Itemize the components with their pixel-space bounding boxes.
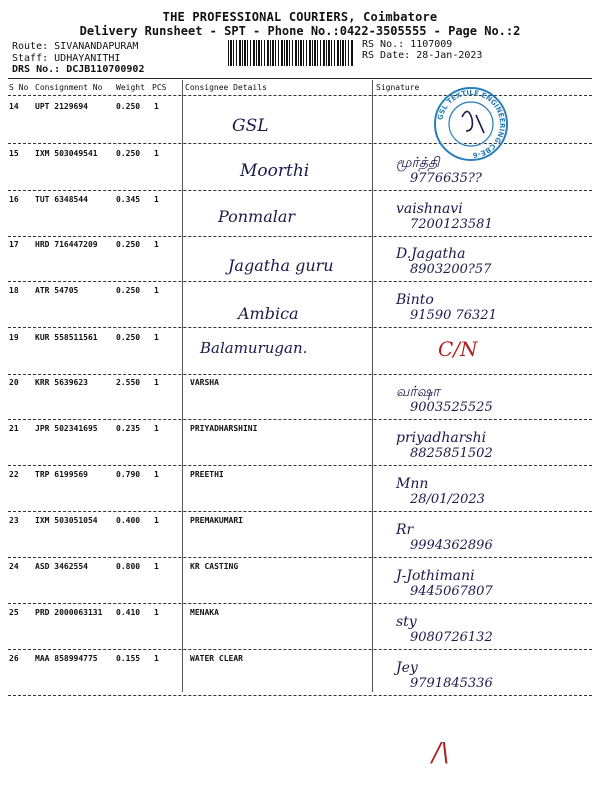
row-weight: 0.250 [116,286,141,295]
row-pcs: 1 [154,470,159,479]
row-signature: C/N [438,337,478,361]
row-signature-phone: 9445067807 [410,584,493,599]
row-signature-phone: 9080726132 [410,630,493,645]
row-consignment: ATR 54705 [35,286,79,295]
row-divider [8,281,592,282]
row-consignment: TUT 6348544 [35,195,88,204]
row-consignment: HRD 716447209 [35,240,98,249]
row-weight: 0.250 [116,333,141,342]
row-consignment: JPR 502341695 [35,424,98,433]
row-pcs: 1 [154,102,159,111]
row-pcs: 1 [154,562,159,571]
row-signature: J-Jothimani [396,568,475,584]
row-sno: 24 [9,562,19,571]
row-consignment: IXM 503051054 [35,516,98,525]
col-consignee: Consignee Details [185,83,267,92]
row-weight: 0.800 [116,562,141,571]
row-sno: 17 [9,240,19,249]
row-sno: 20 [9,378,19,387]
row-pcs: 1 [154,286,159,295]
row-sno: 16 [9,195,19,204]
row-signature-phone: 28/01/2023 [410,492,485,507]
row-consignment: ASD 3462554 [35,562,88,571]
row-handwritten-consignee: Balamurugan. [200,339,308,357]
row-signature: D.Jagatha [396,246,466,262]
row-signature-phone: 8825851502 [410,446,493,461]
rs-no-line [362,39,452,50]
rs-no-label: RS No.: [362,39,405,50]
row-consignee: KR CASTING [190,562,239,571]
row-signature: Rr [396,522,414,538]
row-signature: vaishnavi [396,201,463,217]
row-sno: 21 [9,424,19,433]
row-handwritten-consignee: Ambica [238,304,299,323]
row-handwritten-consignee: Moorthi [240,161,310,181]
row-sno: 23 [9,516,19,525]
company-stamp [432,85,510,163]
staff-label: Staff: [12,53,49,64]
row-consignee: WATER CLEAR [190,654,243,663]
row-weight: 0.235 [116,424,141,433]
row-divider [8,649,592,650]
row-signature: Binto [396,292,434,308]
row-signature-phone: 9994362896 [410,538,493,553]
drs-line [12,64,144,75]
route-value: SIVANANDAPURAM [54,41,139,52]
row-pcs: 1 [154,240,159,249]
stamp-seal [432,85,510,163]
row-handwritten-consignee: Jagatha guru [228,256,334,275]
row-divider [8,327,592,328]
staff-line [12,53,120,64]
col-sno: S No [9,83,29,92]
footer-mark: /\ [432,738,450,768]
row-consignee: PREMAKUMARI [190,516,243,525]
row-weight: 0.790 [116,470,141,479]
row-signature-phone: 91590 76321 [410,308,497,323]
row-divider [8,557,592,558]
row-pcs: 1 [154,654,159,663]
barcode [228,40,354,66]
rs-date-value: 28-Jan-2023 [416,50,483,61]
row-sno: 15 [9,149,19,158]
row-consignment: UPT 2129694 [35,102,88,111]
col-pcs: PCS [152,83,167,92]
row-consignment: TRP 6199569 [35,470,88,479]
row-weight: 0.250 [116,240,141,249]
row-divider [8,419,592,420]
row-signature-phone: 8903200?57 [410,262,492,277]
row-divider [8,511,592,512]
row-consignee: PRIYADHARSHINI [190,424,258,433]
row-handwritten-consignee: GSL [232,116,269,136]
row-sno: 25 [9,608,19,617]
rs-no-value: 1107009 [410,39,453,50]
row-signature: priyadharshi [396,430,487,446]
row-signature-phone: 9776635?? [410,171,482,186]
row-sno: 19 [9,333,19,342]
row-consignment: KUR 558511561 [35,333,98,342]
rs-date-label: RS Date: [362,50,411,61]
col-sep-signature [372,80,373,692]
row-consignee: MENAKA [190,608,219,617]
row-pcs: 1 [154,516,159,525]
row-sno: 26 [9,654,19,663]
row-divider [8,465,592,466]
row-divider [8,374,592,375]
row-weight: 0.250 [116,149,141,158]
col-weight: Weight [116,83,145,92]
col-consignment: Consignment No [35,83,103,92]
row-signature: மூர்த்தி [396,155,440,171]
row-divider [8,695,592,696]
row-divider [8,190,592,191]
row-divider [8,236,592,237]
route-line [12,41,138,52]
row-weight: 0.155 [116,654,141,663]
col-sep-consignee [182,80,183,692]
drs-label: DRS No.: [12,64,61,75]
row-handwritten-consignee: Ponmalar [218,207,296,226]
row-pcs: 1 [154,424,159,433]
row-sno: 22 [9,470,19,479]
row-signature-phone: 9003525525 [410,400,493,415]
row-signature: Mnn [396,476,429,492]
row-weight: 0.410 [116,608,141,617]
row-sno: 14 [9,102,19,111]
row-consignment: IXM 503049541 [35,149,98,158]
row-consignment: PRD 2000063131 [35,608,103,617]
document-title: THE PROFESSIONAL COURIERS, Coimbatore [162,10,438,24]
drs-value: DCJB110700902 [66,64,145,75]
row-signature: Jey [396,660,418,676]
row-consignee: VARSHA [190,378,219,387]
row-signature: வர்ஷா [396,384,440,400]
row-pcs: 1 [154,149,159,158]
row-pcs: 1 [154,195,159,204]
row-divider [8,603,592,604]
row-pcs: 1 [154,378,159,387]
svg-text:GSL TEXTILE ENGINEERING CBE-6 [436,89,506,159]
route-label: Route: [12,41,49,52]
row-weight: 0.345 [116,195,141,204]
row-signature-phone: 9791845336 [410,676,493,691]
row-pcs: 1 [154,333,159,342]
row-weight: 0.250 [116,102,141,111]
row-consignee: PREETHI [190,470,224,479]
row-weight: 0.400 [116,516,141,525]
row-signature-phone: 7200123581 [410,217,493,232]
rs-date-line [362,50,482,61]
stamp-text: GSL TEXTILE ENGINEERING CBE-6 [436,88,507,160]
row-sno: 18 [9,286,19,295]
row-pcs: 1 [154,608,159,617]
col-signature: Signature [376,83,420,92]
staff-value: UDHAYANITHI [54,53,121,64]
row-weight: 2.550 [116,378,141,387]
row-consignment: KRR 5639623 [35,378,88,387]
table-top-rule [8,78,592,79]
row-signature: sty [396,614,417,630]
document-subtitle: Delivery Runsheet - SPT - Phone No.:0422-3505555 - Page No.:2 [79,24,521,38]
row-consignment: MAA 858994775 [35,654,98,663]
